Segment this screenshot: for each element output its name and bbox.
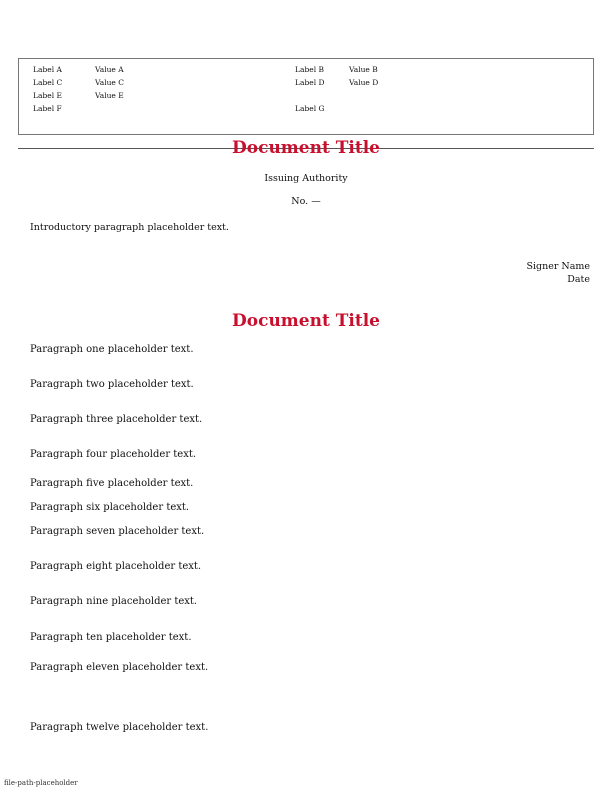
metadata-value: Value D [349, 78, 379, 87]
metadata-label: Label B [295, 65, 324, 74]
metadata-row [19, 102, 593, 115]
metadata-label: Label F [33, 104, 62, 113]
metadata-value: Value C [95, 78, 124, 87]
decree-number: No. — [291, 196, 321, 207]
metadata-row [19, 76, 593, 89]
metadata-row [19, 63, 593, 76]
page-title: Document Title [232, 138, 380, 158]
file-path-footer: file-path-placeholder [4, 779, 78, 787]
article-paragraph: Paragraph twelve placeholder text. [30, 722, 209, 733]
signing-date: Date [567, 274, 590, 285]
signer: Signer Name [526, 261, 590, 272]
article-paragraph: Paragraph six placeholder text. [30, 502, 190, 513]
metadata-label: Label C [33, 78, 63, 87]
article-paragraph: Paragraph three placeholder text. [30, 414, 203, 425]
metadata-label: Label D [295, 78, 325, 87]
article-paragraph: Paragraph eight placeholder text. [30, 561, 202, 572]
article-paragraph: Paragraph eleven placeholder text. [30, 662, 209, 673]
metadata-value: Value B [349, 65, 378, 74]
article-paragraph: Paragraph nine placeholder text. [30, 596, 198, 607]
article-paragraph: Paragraph ten placeholder text. [30, 632, 192, 643]
issuer: Issuing Authority [264, 173, 348, 184]
article-paragraph: Paragraph one placeholder text. [30, 344, 194, 355]
document-title: Document Title [232, 311, 380, 331]
metadata-label: Label E [33, 91, 62, 100]
preamble: Introductory paragraph placeholder text. [30, 222, 229, 233]
metadata-value: Value A [95, 65, 124, 74]
metadata-value: Value E [95, 91, 124, 100]
metadata-row [19, 89, 593, 102]
metadata-label: Label G [295, 104, 325, 113]
article-paragraph: Paragraph two placeholder text. [30, 379, 194, 390]
article-paragraph: Paragraph four placeholder text. [30, 449, 197, 460]
metadata-table [18, 58, 594, 135]
article-paragraph: Paragraph seven placeholder text. [30, 526, 205, 537]
article-paragraph: Paragraph five placeholder text. [30, 478, 194, 489]
metadata-label: Label A [33, 65, 62, 74]
